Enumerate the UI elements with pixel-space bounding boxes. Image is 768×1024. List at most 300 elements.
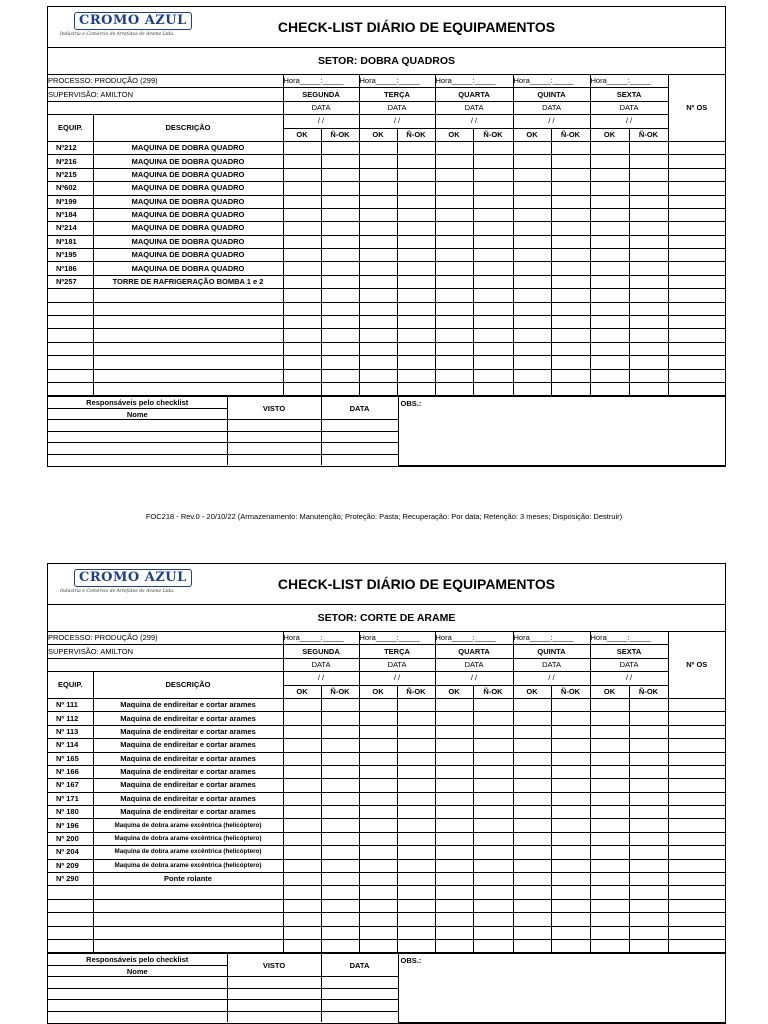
check-cell[interactable]: [513, 275, 551, 288]
check-cell[interactable]: [513, 832, 551, 845]
check-cell[interactable]: [513, 779, 551, 792]
hora-field[interactable]: Hora_____:_____: [513, 75, 590, 88]
check-cell[interactable]: [473, 712, 513, 725]
check-cell[interactable]: [513, 926, 551, 939]
check-cell[interactable]: [283, 356, 321, 369]
os-cell[interactable]: [668, 712, 725, 725]
visto-field[interactable]: [227, 1000, 321, 1012]
check-cell[interactable]: [551, 195, 590, 208]
check-cell[interactable]: [513, 195, 551, 208]
check-cell[interactable]: [435, 262, 473, 275]
check-cell[interactable]: [590, 155, 629, 168]
hora-field[interactable]: Hora_____:_____: [435, 75, 513, 88]
check-cell[interactable]: [513, 316, 551, 329]
check-cell[interactable]: [397, 926, 435, 939]
check-cell[interactable]: [551, 698, 590, 711]
check-cell[interactable]: [629, 329, 668, 342]
check-cell[interactable]: [321, 779, 359, 792]
date-field[interactable]: / /: [590, 672, 668, 685]
check-cell[interactable]: [397, 182, 435, 195]
check-cell[interactable]: [359, 792, 397, 805]
os-cell[interactable]: [668, 316, 725, 329]
check-cell[interactable]: [551, 806, 590, 819]
os-cell[interactable]: [668, 141, 725, 154]
check-cell[interactable]: [513, 262, 551, 275]
check-cell[interactable]: [473, 208, 513, 221]
check-cell[interactable]: [397, 725, 435, 738]
check-cell[interactable]: [397, 792, 435, 805]
os-cell[interactable]: [668, 752, 725, 765]
nome-field[interactable]: [48, 1000, 227, 1012]
os-cell[interactable]: [668, 342, 725, 355]
check-cell[interactable]: [397, 168, 435, 181]
check-cell[interactable]: [359, 168, 397, 181]
check-cell[interactable]: [321, 859, 359, 872]
check-cell[interactable]: [551, 913, 590, 926]
check-cell[interactable]: [473, 249, 513, 262]
check-cell[interactable]: [283, 913, 321, 926]
nome-field[interactable]: [48, 431, 227, 443]
check-cell[interactable]: [283, 369, 321, 382]
check-cell[interactable]: [513, 739, 551, 752]
data-field[interactable]: [321, 977, 398, 989]
check-cell[interactable]: [435, 859, 473, 872]
check-cell[interactable]: [359, 141, 397, 154]
check-cell[interactable]: [473, 913, 513, 926]
os-cell[interactable]: [668, 846, 725, 859]
check-cell[interactable]: [359, 329, 397, 342]
check-cell[interactable]: [397, 873, 435, 886]
check-cell[interactable]: [321, 369, 359, 382]
check-cell[interactable]: [435, 356, 473, 369]
visto-field[interactable]: [227, 454, 321, 465]
check-cell[interactable]: [629, 195, 668, 208]
check-cell[interactable]: [473, 859, 513, 872]
check-cell[interactable]: [629, 155, 668, 168]
os-cell[interactable]: [668, 302, 725, 315]
check-cell[interactable]: [283, 208, 321, 221]
check-cell[interactable]: [551, 262, 590, 275]
check-cell[interactable]: [397, 698, 435, 711]
check-cell[interactable]: [629, 725, 668, 738]
check-cell[interactable]: [435, 712, 473, 725]
check-cell[interactable]: [473, 939, 513, 952]
check-cell[interactable]: [283, 155, 321, 168]
check-cell[interactable]: [629, 249, 668, 262]
nome-field[interactable]: [48, 1011, 227, 1022]
os-cell[interactable]: [668, 235, 725, 248]
check-cell[interactable]: [590, 275, 629, 288]
hora-field[interactable]: Hora_____:_____: [359, 75, 435, 88]
check-cell[interactable]: [590, 712, 629, 725]
check-cell[interactable]: [551, 275, 590, 288]
check-cell[interactable]: [283, 302, 321, 315]
os-cell[interactable]: [668, 765, 725, 778]
check-cell[interactable]: [397, 316, 435, 329]
check-cell[interactable]: [551, 725, 590, 738]
check-cell[interactable]: [397, 302, 435, 315]
check-cell[interactable]: [629, 859, 668, 872]
check-cell[interactable]: [473, 195, 513, 208]
check-cell[interactable]: [590, 846, 629, 859]
check-cell[interactable]: [473, 792, 513, 805]
check-cell[interactable]: [629, 752, 668, 765]
hora-field[interactable]: Hora_____:_____: [283, 75, 359, 88]
check-cell[interactable]: [551, 926, 590, 939]
check-cell[interactable]: [551, 249, 590, 262]
visto-field[interactable]: [227, 431, 321, 443]
date-field[interactable]: / /: [283, 672, 359, 685]
check-cell[interactable]: [321, 806, 359, 819]
check-cell[interactable]: [590, 765, 629, 778]
check-cell[interactable]: [513, 329, 551, 342]
visto-field[interactable]: [227, 420, 321, 432]
check-cell[interactable]: [435, 779, 473, 792]
check-cell[interactable]: [283, 342, 321, 355]
check-cell[interactable]: [435, 235, 473, 248]
check-cell[interactable]: [590, 899, 629, 912]
check-cell[interactable]: [321, 316, 359, 329]
check-cell[interactable]: [283, 873, 321, 886]
check-cell[interactable]: [359, 806, 397, 819]
os-cell[interactable]: [668, 873, 725, 886]
check-cell[interactable]: [397, 329, 435, 342]
check-cell[interactable]: [435, 289, 473, 302]
check-cell[interactable]: [321, 168, 359, 181]
check-cell[interactable]: [551, 369, 590, 382]
check-cell[interactable]: [513, 222, 551, 235]
check-cell[interactable]: [590, 195, 629, 208]
check-cell[interactable]: [321, 342, 359, 355]
check-cell[interactable]: [590, 235, 629, 248]
check-cell[interactable]: [283, 739, 321, 752]
check-cell[interactable]: [435, 873, 473, 886]
os-cell[interactable]: [668, 819, 725, 832]
check-cell[interactable]: [473, 873, 513, 886]
check-cell[interactable]: [551, 302, 590, 315]
check-cell[interactable]: [435, 886, 473, 899]
nome-field[interactable]: [48, 443, 227, 455]
check-cell[interactable]: [513, 752, 551, 765]
check-cell[interactable]: [513, 356, 551, 369]
check-cell[interactable]: [629, 235, 668, 248]
check-cell[interactable]: [283, 141, 321, 154]
check-cell[interactable]: [551, 873, 590, 886]
nome-field[interactable]: [48, 420, 227, 432]
os-cell[interactable]: [668, 155, 725, 168]
hora-field[interactable]: Hora_____:_____: [359, 632, 435, 645]
check-cell[interactable]: [590, 739, 629, 752]
check-cell[interactable]: [473, 752, 513, 765]
check-cell[interactable]: [473, 289, 513, 302]
check-cell[interactable]: [359, 302, 397, 315]
check-cell[interactable]: [513, 235, 551, 248]
check-cell[interactable]: [629, 846, 668, 859]
check-cell[interactable]: [397, 195, 435, 208]
check-cell[interactable]: [397, 832, 435, 845]
hora-field[interactable]: Hora_____:_____: [590, 632, 668, 645]
check-cell[interactable]: [397, 939, 435, 952]
check-cell[interactable]: [513, 712, 551, 725]
check-cell[interactable]: [359, 369, 397, 382]
os-cell[interactable]: [668, 208, 725, 221]
check-cell[interactable]: [283, 779, 321, 792]
check-cell[interactable]: [321, 302, 359, 315]
os-cell[interactable]: [668, 725, 725, 738]
check-cell[interactable]: [435, 182, 473, 195]
check-cell[interactable]: [590, 886, 629, 899]
check-cell[interactable]: [359, 926, 397, 939]
check-cell[interactable]: [590, 873, 629, 886]
check-cell[interactable]: [629, 739, 668, 752]
check-cell[interactable]: [321, 182, 359, 195]
check-cell[interactable]: [629, 939, 668, 952]
check-cell[interactable]: [321, 155, 359, 168]
check-cell[interactable]: [359, 698, 397, 711]
date-field[interactable]: / /: [513, 115, 590, 128]
check-cell[interactable]: [473, 302, 513, 315]
check-cell[interactable]: [473, 899, 513, 912]
check-cell[interactable]: [359, 182, 397, 195]
check-cell[interactable]: [629, 289, 668, 302]
check-cell[interactable]: [513, 182, 551, 195]
check-cell[interactable]: [359, 195, 397, 208]
check-cell[interactable]: [359, 356, 397, 369]
data-field[interactable]: [321, 1011, 398, 1022]
check-cell[interactable]: [321, 752, 359, 765]
check-cell[interactable]: [283, 182, 321, 195]
os-cell[interactable]: [668, 698, 725, 711]
check-cell[interactable]: [551, 141, 590, 154]
data-field[interactable]: [321, 443, 398, 455]
check-cell[interactable]: [435, 899, 473, 912]
check-cell[interactable]: [435, 168, 473, 181]
check-cell[interactable]: [321, 926, 359, 939]
check-cell[interactable]: [321, 356, 359, 369]
os-cell[interactable]: [668, 249, 725, 262]
check-cell[interactable]: [397, 275, 435, 288]
check-cell[interactable]: [359, 752, 397, 765]
date-field[interactable]: / /: [435, 115, 513, 128]
check-cell[interactable]: [435, 752, 473, 765]
check-cell[interactable]: [283, 249, 321, 262]
check-cell[interactable]: [359, 819, 397, 832]
check-cell[interactable]: [359, 262, 397, 275]
check-cell[interactable]: [629, 819, 668, 832]
check-cell[interactable]: [473, 926, 513, 939]
check-cell[interactable]: [551, 168, 590, 181]
check-cell[interactable]: [283, 819, 321, 832]
check-cell[interactable]: [359, 846, 397, 859]
check-cell[interactable]: [321, 275, 359, 288]
check-cell[interactable]: [359, 342, 397, 355]
check-cell[interactable]: [321, 873, 359, 886]
check-cell[interactable]: [283, 262, 321, 275]
check-cell[interactable]: [473, 235, 513, 248]
check-cell[interactable]: [629, 832, 668, 845]
check-cell[interactable]: [513, 141, 551, 154]
check-cell[interactable]: [321, 329, 359, 342]
check-cell[interactable]: [435, 832, 473, 845]
hora-field[interactable]: Hora_____:_____: [513, 632, 590, 645]
check-cell[interactable]: [359, 913, 397, 926]
check-cell[interactable]: [473, 222, 513, 235]
check-cell[interactable]: [551, 819, 590, 832]
check-cell[interactable]: [435, 765, 473, 778]
check-cell[interactable]: [283, 698, 321, 711]
check-cell[interactable]: [513, 792, 551, 805]
check-cell[interactable]: [590, 819, 629, 832]
check-cell[interactable]: [551, 832, 590, 845]
check-cell[interactable]: [283, 752, 321, 765]
check-cell[interactable]: [590, 316, 629, 329]
check-cell[interactable]: [473, 182, 513, 195]
check-cell[interactable]: [629, 369, 668, 382]
check-cell[interactable]: [551, 356, 590, 369]
check-cell[interactable]: [321, 262, 359, 275]
check-cell[interactable]: [551, 886, 590, 899]
check-cell[interactable]: [513, 289, 551, 302]
check-cell[interactable]: [283, 316, 321, 329]
check-cell[interactable]: [283, 222, 321, 235]
check-cell[interactable]: [629, 382, 668, 395]
check-cell[interactable]: [359, 316, 397, 329]
check-cell[interactable]: [397, 235, 435, 248]
check-cell[interactable]: [473, 141, 513, 154]
check-cell[interactable]: [590, 939, 629, 952]
check-cell[interactable]: [321, 939, 359, 952]
check-cell[interactable]: [551, 182, 590, 195]
check-cell[interactable]: [359, 208, 397, 221]
check-cell[interactable]: [283, 712, 321, 725]
check-cell[interactable]: [513, 168, 551, 181]
check-cell[interactable]: [473, 832, 513, 845]
check-cell[interactable]: [397, 382, 435, 395]
check-cell[interactable]: [551, 208, 590, 221]
os-cell[interactable]: [668, 182, 725, 195]
check-cell[interactable]: [551, 155, 590, 168]
check-cell[interactable]: [435, 846, 473, 859]
check-cell[interactable]: [590, 859, 629, 872]
check-cell[interactable]: [397, 208, 435, 221]
date-field[interactable]: / /: [435, 672, 513, 685]
check-cell[interactable]: [551, 342, 590, 355]
check-cell[interactable]: [397, 141, 435, 154]
check-cell[interactable]: [629, 712, 668, 725]
check-cell[interactable]: [435, 155, 473, 168]
check-cell[interactable]: [359, 712, 397, 725]
check-cell[interactable]: [473, 765, 513, 778]
check-cell[interactable]: [397, 155, 435, 168]
os-cell[interactable]: [668, 739, 725, 752]
check-cell[interactable]: [435, 329, 473, 342]
check-cell[interactable]: [629, 792, 668, 805]
check-cell[interactable]: [435, 208, 473, 221]
check-cell[interactable]: [513, 913, 551, 926]
check-cell[interactable]: [321, 712, 359, 725]
check-cell[interactable]: [435, 302, 473, 315]
check-cell[interactable]: [283, 792, 321, 805]
check-cell[interactable]: [359, 899, 397, 912]
check-cell[interactable]: [629, 208, 668, 221]
check-cell[interactable]: [283, 939, 321, 952]
os-cell[interactable]: [668, 168, 725, 181]
check-cell[interactable]: [590, 262, 629, 275]
os-cell[interactable]: [668, 222, 725, 235]
check-cell[interactable]: [321, 249, 359, 262]
check-cell[interactable]: [629, 913, 668, 926]
check-cell[interactable]: [397, 222, 435, 235]
check-cell[interactable]: [629, 899, 668, 912]
check-cell[interactable]: [551, 859, 590, 872]
check-cell[interactable]: [590, 289, 629, 302]
check-cell[interactable]: [321, 208, 359, 221]
check-cell[interactable]: [513, 886, 551, 899]
check-cell[interactable]: [629, 222, 668, 235]
check-cell[interactable]: [397, 739, 435, 752]
check-cell[interactable]: [397, 913, 435, 926]
check-cell[interactable]: [435, 195, 473, 208]
nome-field[interactable]: [48, 988, 227, 1000]
check-cell[interactable]: [321, 739, 359, 752]
check-cell[interactable]: [551, 289, 590, 302]
check-cell[interactable]: [397, 859, 435, 872]
os-cell[interactable]: [668, 859, 725, 872]
check-cell[interactable]: [397, 356, 435, 369]
check-cell[interactable]: [435, 926, 473, 939]
check-cell[interactable]: [551, 712, 590, 725]
os-cell[interactable]: [668, 369, 725, 382]
check-cell[interactable]: [359, 939, 397, 952]
check-cell[interactable]: [359, 275, 397, 288]
check-cell[interactable]: [629, 806, 668, 819]
check-cell[interactable]: [321, 195, 359, 208]
check-cell[interactable]: [321, 141, 359, 154]
check-cell[interactable]: [397, 899, 435, 912]
check-cell[interactable]: [590, 779, 629, 792]
check-cell[interactable]: [629, 262, 668, 275]
nome-field[interactable]: [48, 454, 227, 465]
data-field[interactable]: [321, 1000, 398, 1012]
check-cell[interactable]: [321, 846, 359, 859]
check-cell[interactable]: [359, 725, 397, 738]
check-cell[interactable]: [629, 356, 668, 369]
hora-field[interactable]: Hora_____:_____: [435, 632, 513, 645]
date-field[interactable]: / /: [283, 115, 359, 128]
os-cell[interactable]: [668, 806, 725, 819]
check-cell[interactable]: [590, 913, 629, 926]
check-cell[interactable]: [590, 222, 629, 235]
check-cell[interactable]: [590, 168, 629, 181]
check-cell[interactable]: [397, 806, 435, 819]
check-cell[interactable]: [397, 342, 435, 355]
os-cell[interactable]: [668, 913, 725, 926]
os-cell[interactable]: [668, 275, 725, 288]
check-cell[interactable]: [473, 779, 513, 792]
os-cell[interactable]: [668, 926, 725, 939]
check-cell[interactable]: [435, 141, 473, 154]
check-cell[interactable]: [551, 329, 590, 342]
check-cell[interactable]: [473, 369, 513, 382]
check-cell[interactable]: [397, 765, 435, 778]
check-cell[interactable]: [359, 249, 397, 262]
obs-field[interactable]: OBS.:: [398, 954, 725, 1023]
check-cell[interactable]: [359, 765, 397, 778]
os-cell[interactable]: [668, 329, 725, 342]
check-cell[interactable]: [435, 249, 473, 262]
check-cell[interactable]: [321, 382, 359, 395]
date-field[interactable]: / /: [590, 115, 668, 128]
